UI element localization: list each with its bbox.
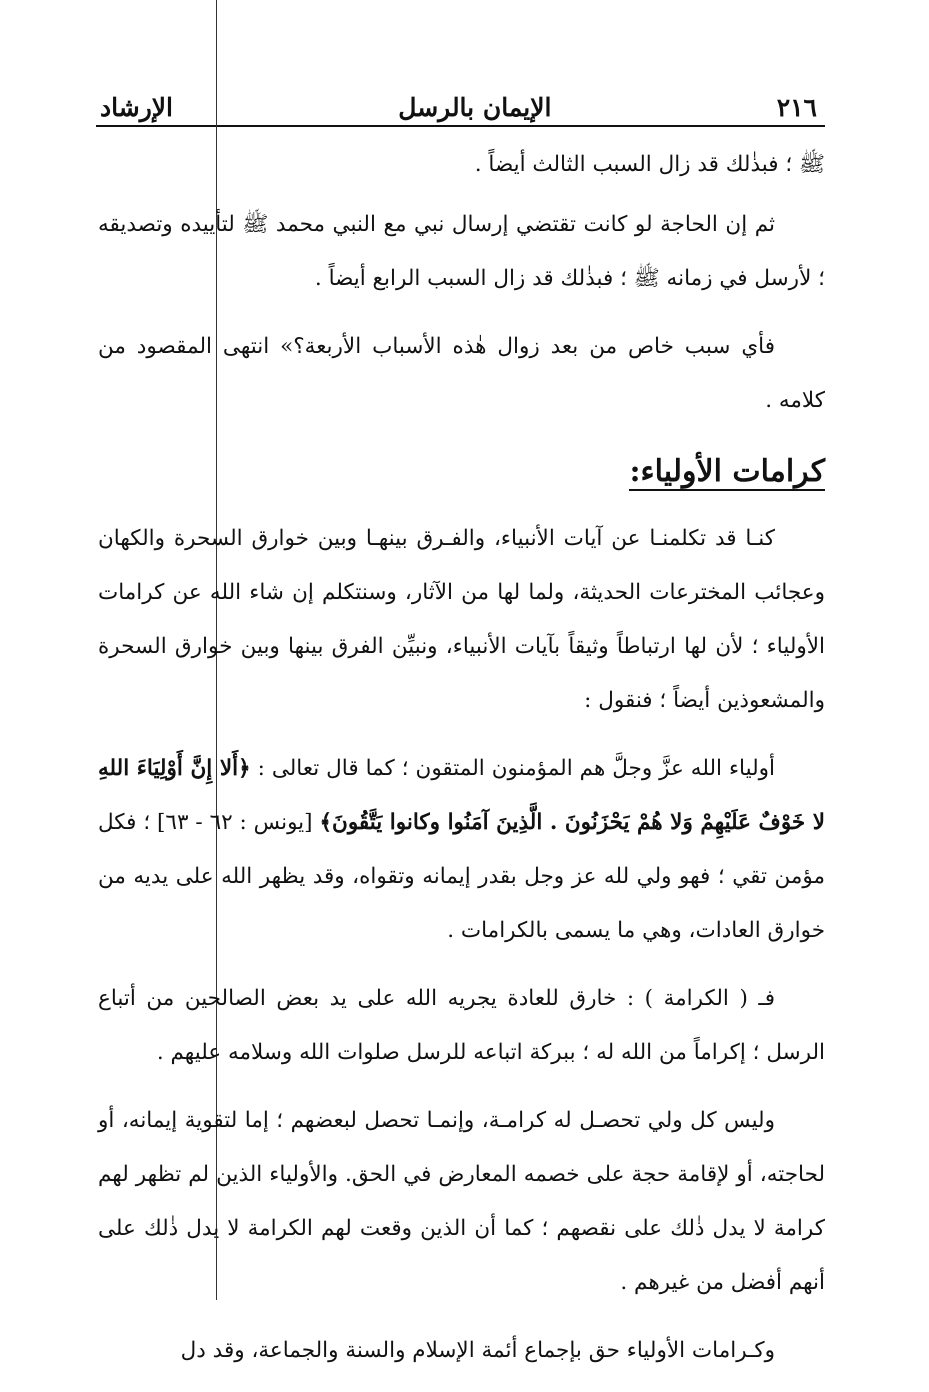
paragraph (98, 198, 825, 306)
paragraph-text: كنـا قد تكلمنـا عن آيات الأنبياء، والفـرق بينهـا وبين خوارق السحرة والكهان وعجائب المخترعات الحديثة، ولما لها من الآثار، وسنتكلم إن شاء الله عن كرامات الأولياء ؛ لأن لها ارتباطاً وثيقاً بآيات الأنبياء، ونبيِّن الفرق بينها وبين خوارق السحرة والمشعوذين أيضاً ؛ فنقول : (98, 526, 825, 713)
book-title: الإرشاد (100, 93, 173, 122)
paragraph: ﷺ ؛ فبذٰلك قد زال السبب الثالث أيضاً . (474, 152, 825, 177)
chapter-title: الإيمان بالرسل (398, 93, 552, 122)
paragraph (98, 320, 825, 428)
paragraph-text: وكـرامات الأولياء حق بإجماع أئمة الإسلام والسنة والجماعة، وقد دل (180, 1338, 775, 1363)
paragraph (98, 742, 825, 958)
paragraph-text: ثم إن الحاجة لو كانت تقتضي إرسال نبي مع النبي محمد ﷺ لتأييده وتصديقه ؛ لأرسل في زمانه ﷺ ؛ فبذٰلك قد زال السبب الرابع أيضاً . (98, 212, 825, 291)
page-number: ٢١٦ (776, 93, 817, 122)
quran-verse: ﴿أَلا إِنَّ أَوْلِيَاءَ اللهِ لا خَوْفٌ عَلَيْهِمْ وَلا هُمْ يَحْزَنُونَ . الَّذِينَ آمَنُوا وكانوا يَتَّقُونَ﴾ (98, 756, 826, 835)
paragraph-text: فأي سبب خاص من بعد زوال هٰذه الأسباب الأربعة؟» انتهى المقصود من كلامه . (98, 334, 825, 413)
page-header (100, 78, 817, 122)
page-body (98, 138, 825, 1392)
paragraph (98, 512, 825, 728)
paragraph-text: وليس كل ولي تحصـل له كرامـة، وإنمـا تحصل لبعضهم ؛ إما لتقوية إيمانه، أو لحاجته، أو لإقامة حجة على خصمه المعارض في الحق. والأولياء الذين لم تظهر لهم كرامة لا يدل ذٰلك على نقصهم ؛ كما أن الذين وقعت لهم الكرامة لا يدل ذٰلك على أنهم أفضل من غيرهم . (98, 1108, 825, 1295)
section-title: كرامات الأولياء: (629, 454, 825, 489)
section-heading (98, 442, 825, 502)
header-rule (96, 125, 825, 127)
paragraph (98, 972, 825, 1080)
paragraph-text: [يونس : ٦٢ - ٦٣] ؛ فكل مؤمن تقي ؛ فهو ولي لله عز وجل بقدر إيمانه وتقواه، وقد يظهر الله على يديه من خوارق العادات، وهي ما يسمى بالكرامات . (98, 810, 825, 943)
paragraph-text: أولياء الله عزَّ وجلَّ هم المؤمنون المتقون ؛ كما قال تعالى : (250, 756, 775, 781)
paragraph (98, 1094, 825, 1310)
paragraph-text: فـ ( الكرامة ) : خارق للعادة يجريه الله على يد بعض الصالحين من أتباع الرسل ؛ إكراماً من الله له ؛ ببركة اتباعه للرسل صلوات الله وسلامه عليهم . (98, 986, 825, 1065)
